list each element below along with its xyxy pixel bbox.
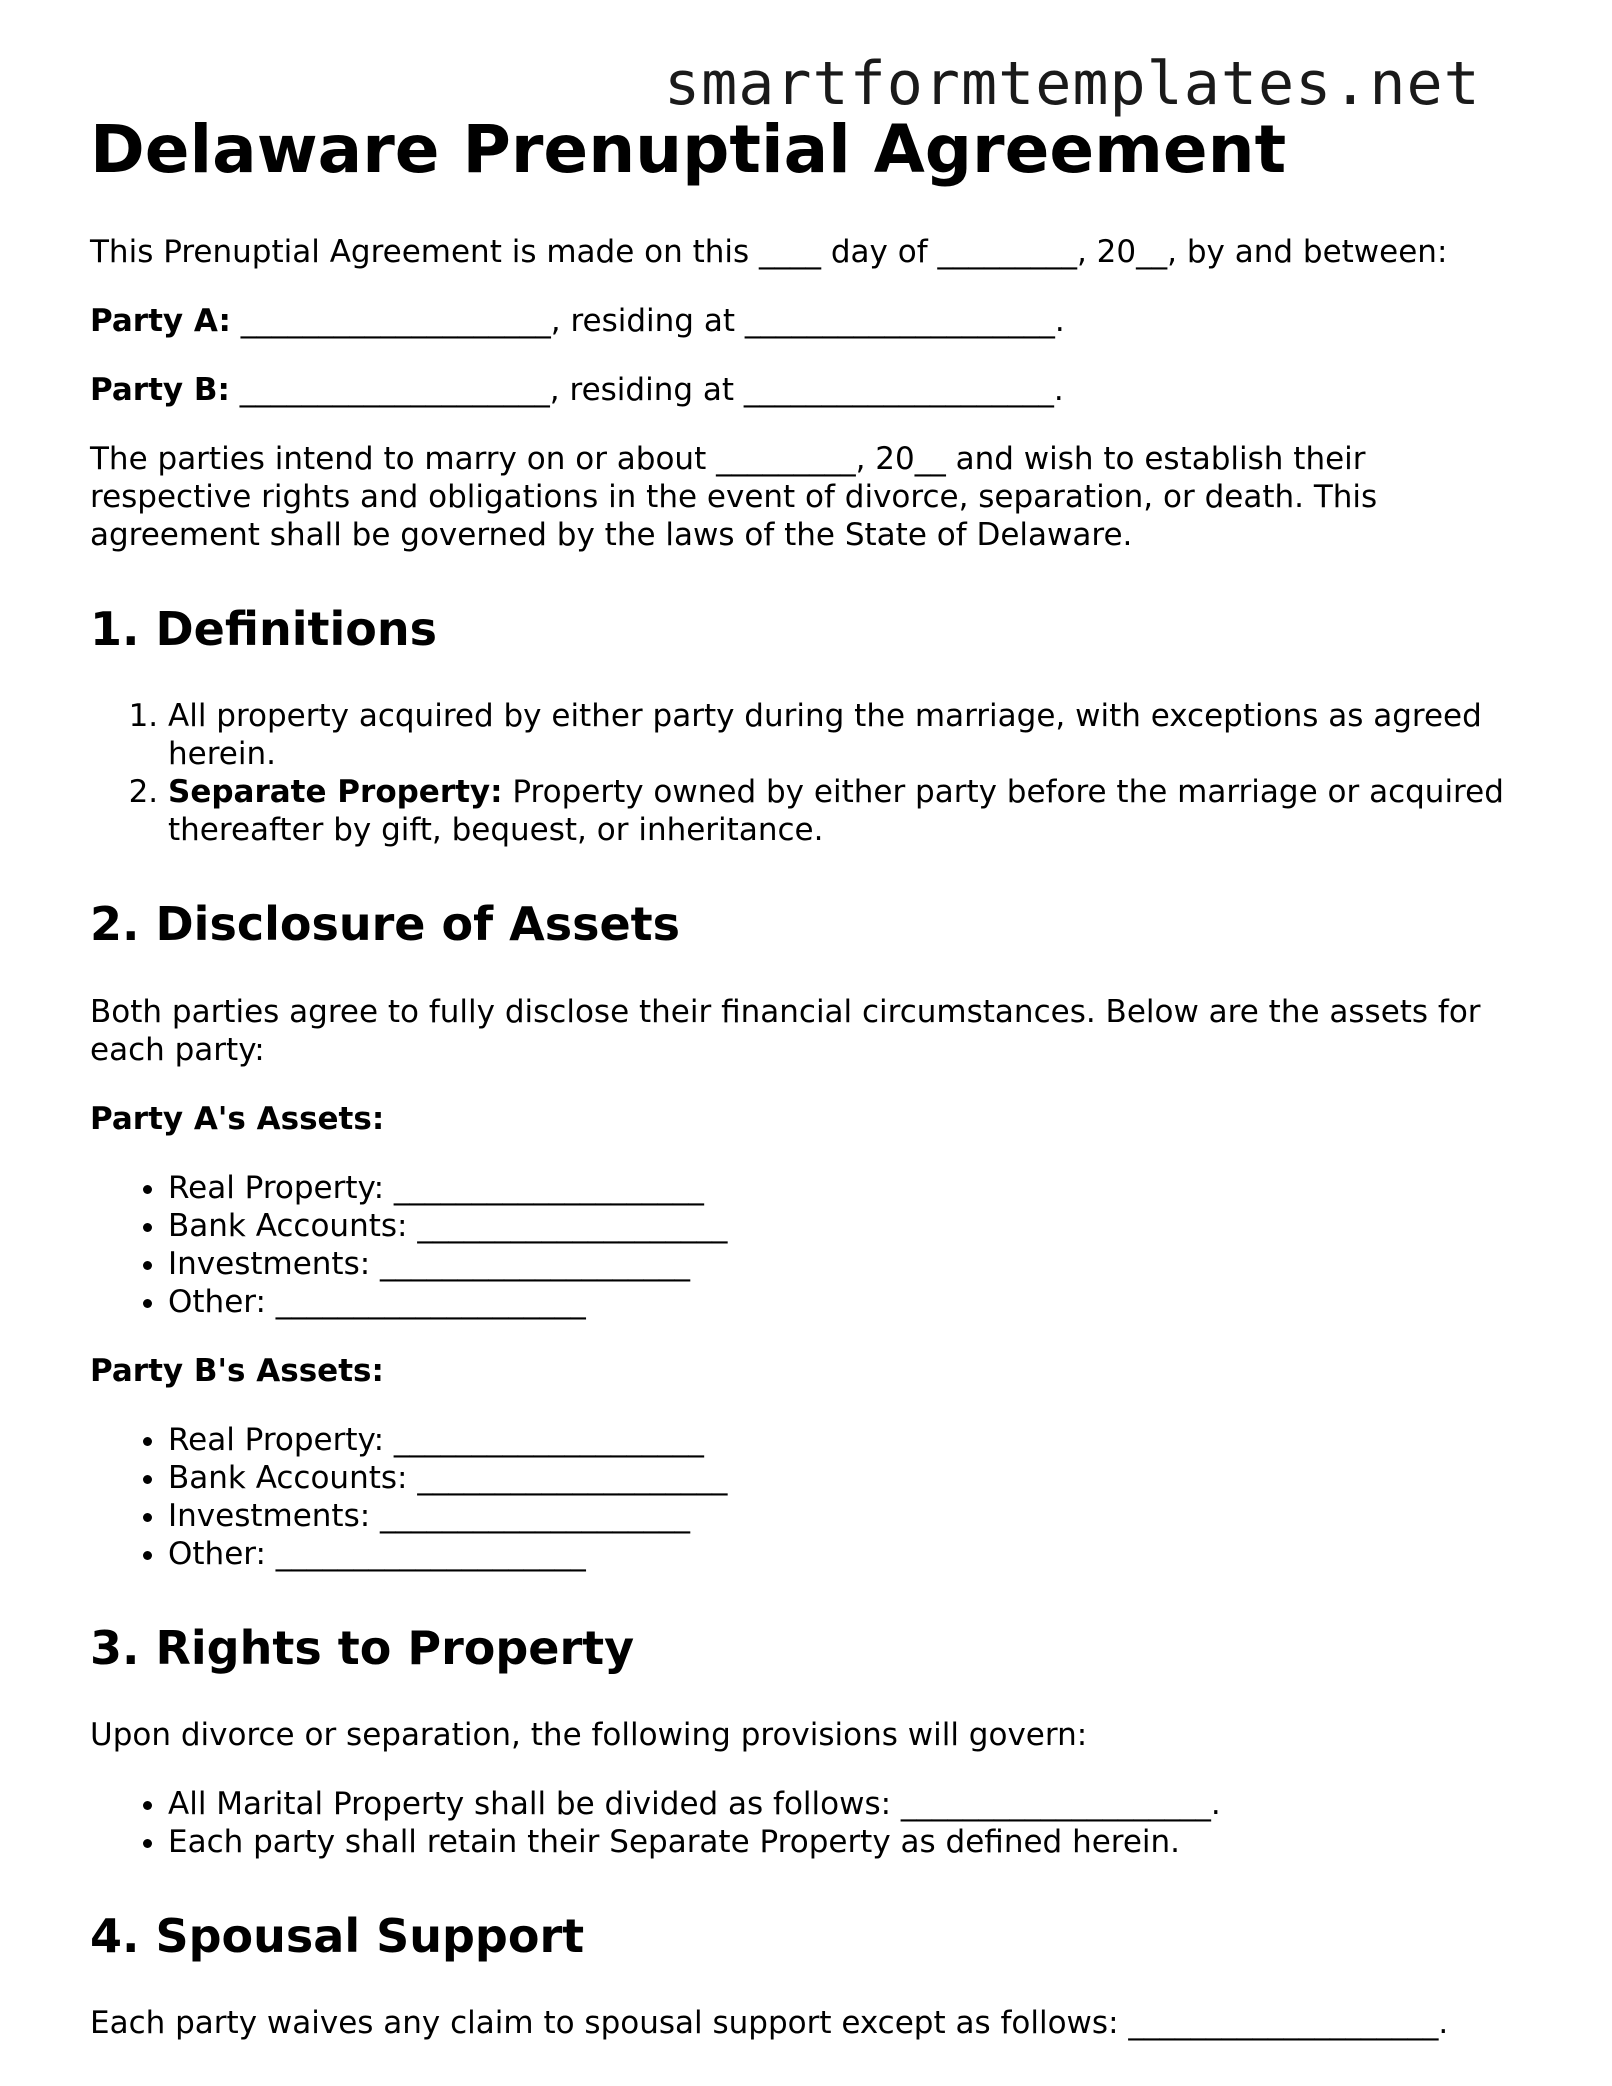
rights-intro: Upon divorce or separation, the following provisions will govern:	[90, 1716, 1088, 1753]
rights-list	[90, 1785, 1522, 1861]
party-a-assets-label	[90, 1100, 1522, 1138]
asset-item: • Other: ____________________	[168, 1535, 1522, 1573]
separate-property-text: Property owned by either party before the marriage or acquired thereafter by gift, bequest, or inheritance.	[168, 774, 1504, 849]
asset-item: • Other: ____________________	[168, 1283, 1522, 1321]
definitions-list	[90, 697, 1522, 849]
party-b-text: ____________________, residing at ____________________.	[229, 372, 1064, 409]
document-page	[90, 110, 1522, 2073]
asset-item: • Investments: ____________________	[168, 1497, 1522, 1535]
asset-item: • Bank Accounts: ____________________	[168, 1207, 1522, 1245]
definition-item: 1. All property acquired by either party during the marriage, with exceptions as agreed herein.	[168, 697, 1522, 773]
definition-item	[168, 773, 1522, 849]
intro-paragraph: This Prenuptial Agreement is made on this ____ day of _________, 20__, by and between:	[90, 234, 1448, 271]
document-title: Delaware Prenuptial Agreement	[90, 111, 1287, 188]
party-b-assets-label	[90, 1352, 1522, 1390]
rights-item: • All Marital Property shall be divided as follows: ____________________.	[168, 1785, 1522, 1823]
rights-item: • Each party shall retain their Separate Property as defined herein.	[168, 1823, 1522, 1861]
party-a-assets-list	[90, 1169, 1522, 1321]
asset-item: • Real Property: ____________________	[168, 1421, 1522, 1459]
party-b-line	[90, 371, 1522, 409]
disclosure-heading: 2. Disclosure of Assets	[90, 897, 681, 952]
party-b-assets-label-text: Party B's Assets:	[90, 1352, 384, 1389]
watermark: smartformtemplates.net	[664, 49, 1481, 119]
party-b-assets-list	[90, 1421, 1522, 1573]
asset-item: • Real Property: ____________________	[168, 1169, 1522, 1207]
support-paragraph: Each party waives any claim to spousal support except as follows: ____________________.	[90, 2004, 1449, 2041]
party-a-assets-label-text: Party A's Assets:	[90, 1100, 385, 1137]
party-a-text: ____________________, residing at ____________________.	[230, 303, 1065, 340]
party-b-label: Party B:	[90, 372, 230, 409]
party-a-label: Party A:	[90, 303, 231, 340]
asset-item: • Bank Accounts: ____________________	[168, 1459, 1522, 1497]
separate-property-label: Separate Property:	[168, 774, 503, 811]
asset-item: • Investments: ____________________	[168, 1245, 1522, 1283]
support-heading: 4. Spousal Support	[90, 1908, 585, 1963]
party-a-line	[90, 302, 1522, 340]
rights-heading: 3. Rights to Property	[90, 1620, 635, 1675]
purpose-paragraph: The parties intend to marry on or about _________, 20__ and wish to establish their respective rights and obligations in the event of divorce, separation, or death. This agreement shall be governed by the laws of the State of Delaware.	[90, 441, 1378, 554]
disclosure-intro: Both parties agree to fully disclose their financial circumstances. Below are the assets for each party:	[90, 993, 1481, 1068]
definitions-heading: 1. Definitions	[90, 602, 437, 657]
